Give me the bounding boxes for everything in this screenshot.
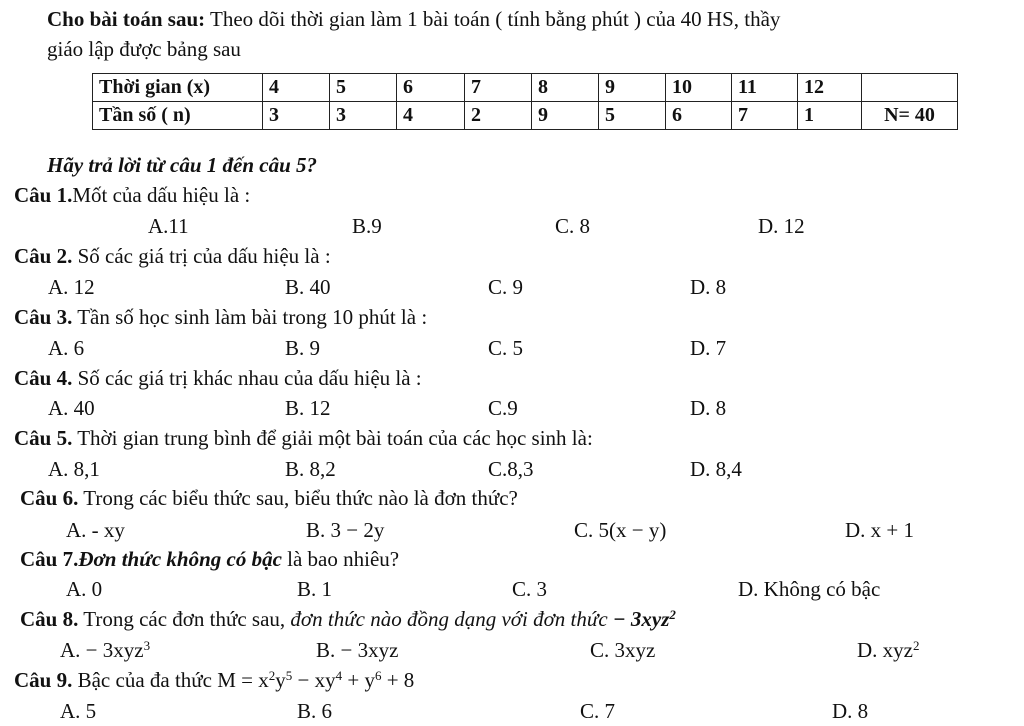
question-8: Câu 8. Trong các đơn thức sau, đơn thức nào đồng dạng với đơn thức − 3xyz$^2$ <box>20 607 676 631</box>
q3-option-c: C. 5 <box>488 336 524 360</box>
table-cell: 4 <box>263 74 330 102</box>
question-9: Câu 9. Bậc của đa thức $M = x^2y^5 - xy^4 + y^6 + 8$ <box>14 668 415 692</box>
question-6: Câu 6. Trong các biểu thức sau, biểu thức nào là đơn thức? <box>20 486 518 510</box>
question-7: Câu 7.Đơn thức không có bậc là bao nhiêu? <box>20 547 400 571</box>
intro-line-2: giáo lập được bảng sau <box>47 37 241 61</box>
q9-option-b: B. 6 <box>297 699 333 723</box>
intro-line-1: Cho bài toán sau: Theo dõi thời gian làm 1 bài toán ( tính bằng phút ) của 40 HS, thầy <box>47 7 781 31</box>
table-cell: 10 <box>666 74 732 102</box>
table-cell: 8 <box>532 74 599 102</box>
row-label-frequency: Tần số ( n) <box>93 102 263 130</box>
table-cell: 3 <box>330 102 397 130</box>
table-cell: 6 <box>666 102 732 130</box>
q7-option-a: A. 0 <box>66 577 103 601</box>
q5-option-a: A. 8,1 <box>48 457 100 481</box>
q8-option-a: A. − 3xyz$^3$ <box>60 638 151 662</box>
q1-option-b: B.9 <box>352 214 382 238</box>
table-cell: 7 <box>465 74 532 102</box>
q5-option-b: B. 8,2 <box>285 457 336 481</box>
q5-option-d: D. 8,4 <box>690 457 742 481</box>
q4-option-d: D. 8 <box>690 396 727 420</box>
question-5: Câu 5. Thời gian trung bình để giải một bài toán của các học sinh là: <box>14 426 593 450</box>
row-label-time: Thời gian (x) <box>93 74 263 102</box>
table-cell: 9 <box>599 74 666 102</box>
q4-option-b: B. 12 <box>285 396 331 420</box>
table-cell: 7 <box>732 102 798 130</box>
q2-option-b: B. 40 <box>285 275 331 299</box>
q4-option-c: C.9 <box>488 396 518 420</box>
table-cell: 5 <box>330 74 397 102</box>
q6-option-c: C. 5(x − y) <box>574 518 667 542</box>
q1-option-d: D. 12 <box>758 214 805 238</box>
question-1: Câu 1.Mốt của dấu hiệu là : <box>14 183 251 207</box>
question-3: Câu 3. Tần số học sinh làm bài trong 10 phút là : <box>14 305 428 329</box>
table-row-time <box>93 74 958 102</box>
q1-option-c: C. 8 <box>555 214 591 238</box>
question-2: Câu 2. Số các giá trị của dấu hiệu là : <box>14 244 331 268</box>
table-row-frequency <box>93 102 958 130</box>
table-cell: 9 <box>532 102 599 130</box>
table-cell: 3 <box>263 102 330 130</box>
q1-option-a: A.11 <box>148 214 189 238</box>
table-cell: 1 <box>798 102 862 130</box>
table-cell: 4 <box>397 102 465 130</box>
q7-option-d: D. Không có bậc <box>738 577 881 601</box>
q8-option-d: D. xyz$^2$ <box>857 638 920 662</box>
reference-monomial: − 3xyz$^2$ <box>612 607 676 631</box>
table-cell <box>862 74 958 102</box>
table-cell: 11 <box>732 74 798 102</box>
q9-option-a: A. 5 <box>60 699 97 723</box>
q6-option-d: D. x + 1 <box>845 518 915 542</box>
q7-option-c: C. 3 <box>512 577 548 601</box>
q2-option-c: C. 9 <box>488 275 524 299</box>
instruction: Hãy trả lời từ câu 1 đến câu 5? <box>47 153 318 177</box>
q9-option-c: C. 7 <box>580 699 616 723</box>
frequency-table <box>92 73 958 130</box>
question-4: Câu 4. Số các giá trị khác nhau của dấu hiệu là : <box>14 366 422 390</box>
q5-option-c: C.8,3 <box>488 457 534 481</box>
q2-option-a: A. 12 <box>48 275 95 299</box>
q3-option-a: A. 6 <box>48 336 85 360</box>
q6-option-b: B. 3 − 2y <box>306 518 385 542</box>
q3-option-d: D. 7 <box>690 336 727 360</box>
q2-option-d: D. 8 <box>690 275 727 299</box>
table-cell: 2 <box>465 102 532 130</box>
q8-option-c: C. 3xyz <box>590 638 656 662</box>
q8-option-b: B. − 3xyz <box>316 638 399 662</box>
table-cell: 6 <box>397 74 465 102</box>
total-cell: N= 40 <box>862 102 958 130</box>
q7-option-b: B. 1 <box>297 577 333 601</box>
table-cell: 12 <box>798 74 862 102</box>
q6-option-a: A. - xy <box>66 518 125 542</box>
table-cell: 5 <box>599 102 666 130</box>
q9-option-d: D. 8 <box>832 699 869 723</box>
q3-option-b: B. 9 <box>285 336 321 360</box>
q4-option-a: A. 40 <box>48 396 95 420</box>
